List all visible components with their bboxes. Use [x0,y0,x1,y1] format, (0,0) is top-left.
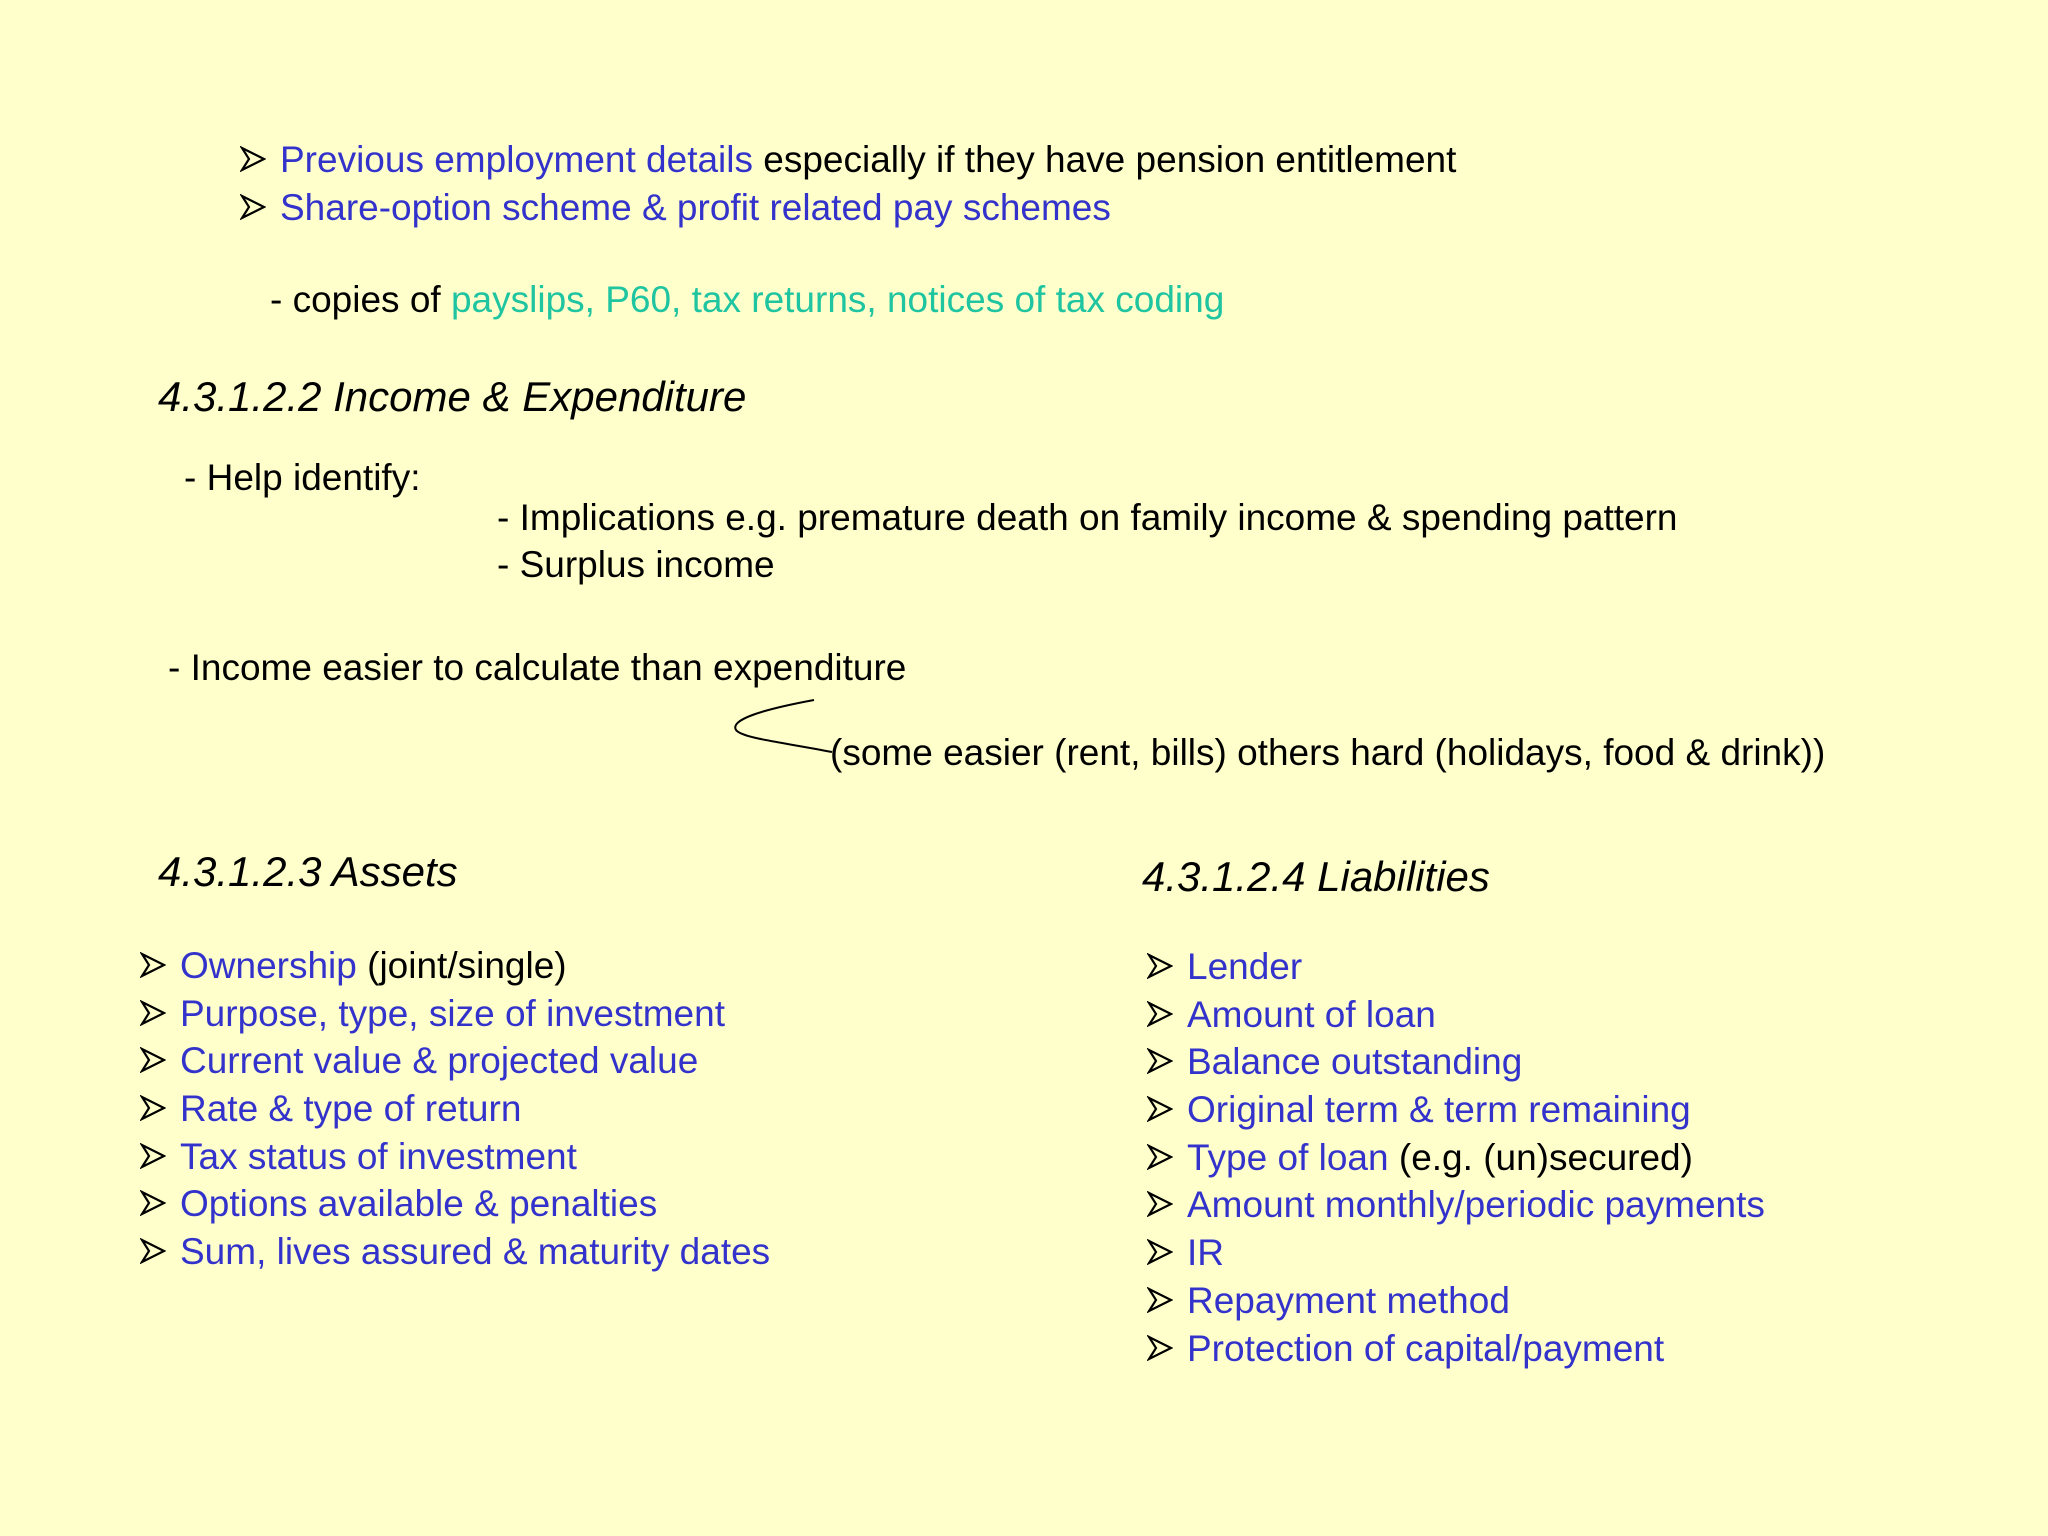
arrowhead-bullet-icon [1147,1001,1173,1027]
list-item [140,1230,770,1278]
list-item [1147,1040,1765,1088]
arrowhead-bullet-icon [240,146,266,172]
copies-prefix: - copies of [270,279,451,320]
arrowhead-bullet-icon [140,1143,166,1169]
intro-bullet-rest: especially if they have pension entitlement [753,139,1457,180]
asset-item-highlight: Options available & penalties [180,1183,658,1225]
heading-income-expenditure: 4.3.1.2.2 Income & Expenditure [158,373,747,420]
list-item [1147,1327,1765,1375]
arrowhead-bullet-icon [140,1095,166,1121]
asset-item-highlight: Ownership [180,945,357,986]
list-item [1147,1279,1765,1327]
arrowhead-bullet-icon [1147,1096,1173,1122]
asset-item-highlight: Tax status of investment [180,1135,577,1177]
list-item [1147,945,1765,993]
arrowhead-bullet-icon [240,194,266,220]
list-item [140,1182,770,1230]
heading-liabilities: 4.3.1.2.4 Liabilities [1142,853,1490,900]
list-item [140,1135,770,1183]
liability-item-highlight: Original term & term remaining [1187,1089,1691,1131]
surplus-item: - Surplus income [497,544,775,585]
arrowhead-bullet-icon [1147,1144,1173,1170]
copies-line [270,278,1224,322]
arrowhead-bullet-icon [140,1190,166,1216]
arrowhead-bullet-icon [1147,1287,1173,1313]
list-item [140,1039,770,1087]
heading-assets: 4.3.1.2.3 Assets [158,848,458,895]
arrowhead-bullet-icon [140,1000,166,1026]
arrowhead-bullet-icon [1147,1191,1173,1217]
arrowhead-bullet-icon [1147,1239,1173,1265]
liability-item-rest: (e.g. (un)secured) [1388,1136,1693,1178]
list-item [140,1087,770,1135]
income-easier: - Income easier to calculate than expenditure [168,647,907,688]
liability-item-highlight: IR [1187,1232,1224,1274]
list-item [1147,1088,1765,1136]
copies-documents: payslips, P60, tax returns, notices of tax coding [450,279,1225,320]
assets-list [140,944,770,1278]
list-item [140,992,770,1040]
asset-item-highlight: Current value & projected value [180,1040,699,1082]
liability-item-highlight: Amount of loan [1187,993,1436,1035]
list-item [1147,1136,1765,1184]
arrowhead-bullet-icon [1147,1048,1173,1074]
list-item [140,944,770,992]
implications-item: - Implications e.g. premature death on family income & spending pattern [497,497,1678,538]
liability-item-highlight: Lender [1187,946,1303,987]
intro-bullet-highlight: Previous employment details [280,139,753,180]
arrowhead-bullet-icon [1147,953,1173,979]
liability-item-highlight: Amount monthly/periodic payments [1187,1184,1765,1226]
liability-item-highlight: Balance outstanding [1187,1041,1523,1083]
liability-item-highlight: Protection of capital/payment [1187,1327,1665,1369]
expenditure-note: (some easier (rent, bills) others hard (holidays, food & drink)) [830,732,1826,773]
arrowhead-bullet-icon [140,1238,166,1264]
intro-bullet-share-option [240,186,1111,230]
asset-item-highlight: Rate & type of return [180,1088,522,1130]
intro-bullet-highlight: Share-option scheme & profit related pay schemes [280,187,1111,228]
liability-item-highlight: Type of loan [1187,1136,1389,1178]
liabilities-list [1147,945,1765,1374]
list-item [1147,993,1765,1041]
connector-line [720,690,840,760]
asset-item-rest: (joint/single) [356,945,567,986]
arrowhead-bullet-icon [140,1047,166,1073]
intro-bullet-employment [240,138,1456,182]
help-identify: - Help identify: [184,457,421,498]
list-item [1147,1183,1765,1231]
asset-item-highlight: Sum, lives assured & maturity dates [180,1231,771,1273]
asset-item-highlight: Purpose, type, size of investment [180,992,725,1034]
arrowhead-bullet-icon [1147,1335,1173,1361]
list-item [1147,1231,1765,1279]
arrowhead-bullet-icon [140,952,166,978]
liability-item-highlight: Repayment method [1187,1279,1510,1321]
